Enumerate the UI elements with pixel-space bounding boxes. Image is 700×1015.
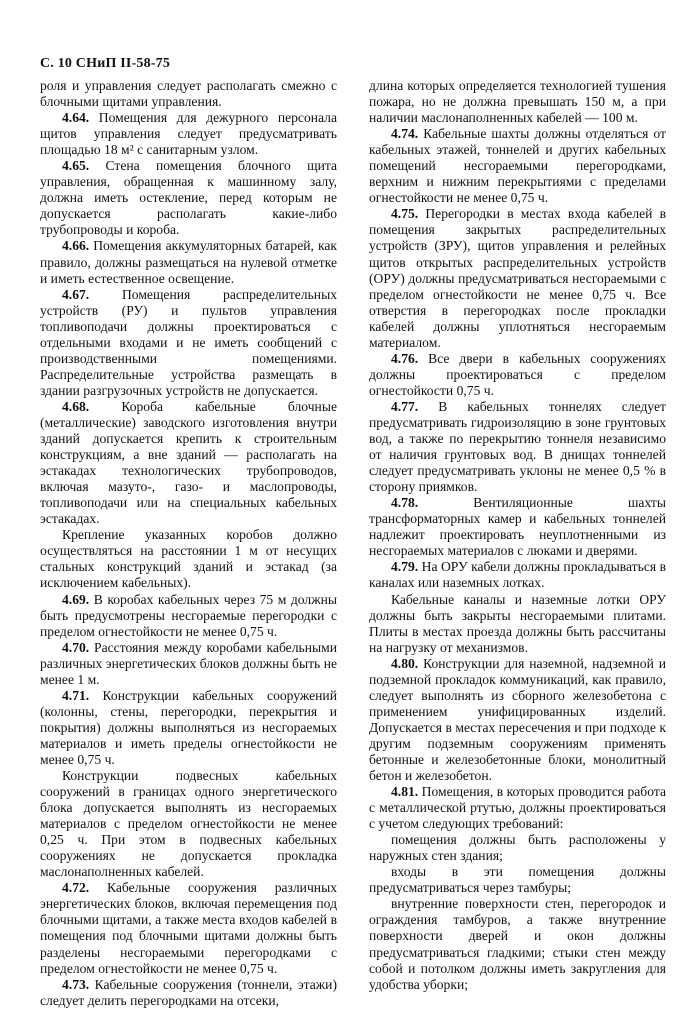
clause-number: 4.77. — [391, 398, 419, 414]
paragraph-text: Помещения распределительных устройств (РУ) и пультов управления топливоподачи должны проектироваться с отдельными входами и не иметь сообщений с производственными помещениями. Распределительные устройства размещать в здании разгрузочных устройств не допускается. — [40, 286, 337, 398]
clause-number: 4.80. — [391, 655, 419, 671]
paragraph-text: Короба кабельные блочные (металлические) заводского изготовления внутри зданий допускается крепить к строительным конструкциям, а вне зданий — располагать на эстакадах технологических трубопроводов, включая мазуто-, газо- и маслопроводы, топливоподачи или на специальных кабельных эстакадах. — [40, 398, 337, 527]
clause-number: 4.67. — [62, 286, 90, 302]
paragraph-text: Кабельные сооружения различных энергетических блоков, включая перемещения под блочными щитами, а также места входов кабелей в помещения под блочными щитами должны быть разделены несгораемыми перегородками с пределом огнестойкости не менее 0,75 ч. — [40, 880, 337, 976]
paragraph-text: Стена помещения блочного щита управления, обращенная к машинному залу, должна иметь остекление, перед которым не допускается располагать какие-либо трубопроводы и короба. — [40, 158, 337, 238]
paragraph-text: В кабельных тоннелях следует предусматривать гидроизоляцию в зоне грунтовых вод, а также по перекрытию тоннеля независимо от наличия грунтовых вод. В днищах тоннелей следует предусматривать уклоны не менее 0,5 % в сторону приямков. — [369, 398, 666, 495]
paragraph — [40, 768, 337, 880]
paragraph-text: Кабельные каналы и наземные лотки ОРУ должны быть закрыты несгораемыми плитами. Плиты в местах проезда должны быть рассчитаны на нагрузку от механизмов. — [369, 591, 666, 655]
paragraph — [40, 688, 337, 768]
clause-number: 4.65. — [62, 158, 90, 174]
paragraph-text: Конструкции кабельных сооружений (колонны, стены, перегородки, перекрытия и покрытия) должны выполняться из несгораемых материалов и иметь пределы огнестойкости не менее 0,75 ч. — [40, 687, 337, 767]
paragraph-text: роля и управления следует располагать смежно с блочными щитами управления. — [40, 78, 337, 110]
paragraph-text: Расстояния между коробами кабельными различных энергетических блоков должны быть не менее 1 м. — [40, 639, 337, 687]
paragraph — [369, 784, 666, 832]
clause-number: 4.66. — [62, 238, 90, 254]
right-column — [369, 78, 666, 993]
paragraph — [40, 158, 337, 238]
paragraph — [40, 287, 337, 399]
paragraph — [40, 527, 337, 591]
clause-number: 4.71. — [62, 687, 90, 703]
clause-number: 4.81. — [391, 784, 419, 800]
paragraph-text: Крепление указанных коробов должно осуществляться на расстоянии 1 м от несущих стальных конструкций зданий и эстакад (за исключением кабельных). — [40, 527, 337, 591]
paragraph-text: помещения должны быть расположены у наружных стен здания; — [369, 832, 666, 864]
paragraph — [369, 351, 666, 399]
clause-number: 4.64. — [62, 110, 90, 126]
paragraph-text: Помещения аккумуляторных батарей, как правило, должны размещаться на нулевой отметке и иметь естественное освещение. — [40, 238, 337, 286]
paragraph — [369, 896, 666, 992]
clause-number: 4.69. — [62, 591, 90, 607]
clause-number: 4.79. — [391, 559, 419, 575]
paragraph-text: В коробах кабельных через 75 м должны быть предусмотрены несгораемые перегородки с пределом огнестойкости не менее 0,75 ч. — [40, 591, 338, 639]
paragraph-text: входы в эти помещения должны предусматриваться через тамбуры; — [369, 864, 666, 896]
paragraph-text: Помещения для дежурного персонала щитов управления следует предусматривать площадью 18 м² с санитарным узлом. — [40, 110, 337, 158]
paragraph — [40, 110, 337, 158]
left-column — [40, 78, 337, 1009]
paragraph — [369, 592, 666, 656]
clause-number: 4.78. — [391, 495, 419, 511]
paragraph-text: Кабельные шахты должны отделяться от кабельных этажей, тоннелей и других кабельных помещений несгораемыми перегородками, верхним и нижним перекрытиями с пределами огнестойкости не менее 0,75 ч. — [369, 126, 666, 206]
paragraph — [40, 977, 337, 1009]
paragraph — [40, 238, 337, 286]
clause-number: 4.75. — [391, 206, 419, 222]
paragraph-text: На ОРУ кабели должны прокладываться в каналах или наземных лотках. — [369, 559, 666, 591]
paragraph-text: Вентиляционные шахты трансформаторных камер и кабельных тоннелей надлежит проектировать неуплотненными из несгораемых материалов с люками и дверями. — [369, 495, 666, 559]
paragraph-text: длина которых определяется технологией тушения пожара, но не должна превышать 150 м, а при наличии маслонаполненных кабелей — 100 м. — [369, 78, 666, 126]
paragraph — [369, 559, 666, 591]
paragraph-text: Конструкции подвесных кабельных сооружений в границах одного энергетического блока допускается выполнять из несгораемых материалов с пределом огнестойкости не менее 0,25 ч. При этом в подвесных кабельных сооружениях не допускается прокладка маслонаполненных кабелей. — [40, 768, 337, 880]
paragraph — [369, 656, 666, 784]
paragraph-text: Кабельные сооружения (тоннели, этажи) следует делить перегородками на отсеки, — [40, 976, 337, 1008]
paragraph — [40, 880, 337, 976]
clause-number: 4.68. — [62, 398, 90, 414]
paragraph — [369, 206, 666, 350]
clause-number: 4.72. — [62, 880, 90, 896]
paragraph — [369, 399, 666, 495]
paragraph — [40, 640, 337, 688]
paragraph — [369, 832, 666, 864]
paragraph — [40, 399, 337, 527]
paragraph-text: внутренние поверхности стен, перегородок и ограждения тамбуров, а также внутренние поверхности дверей и окон должны предусматриваться гладкими; стыки стен между собой и потолком должны иметь закругления для удобства уборки; — [369, 896, 666, 992]
paragraph-text: Все двери в кабельных сооружениях должны проектироваться с пределом огнестойкости 0,75 ч. — [369, 350, 666, 398]
paragraph — [369, 126, 666, 206]
paragraph-text: Помещения, в которых проводится работа с металлической ртутью, должны проектироваться с учетом следующих требований: — [369, 784, 666, 832]
clause-number: 4.74. — [391, 126, 419, 142]
paragraph — [369, 78, 666, 126]
clause-number: 4.73. — [62, 976, 90, 992]
clause-number: 4.70. — [62, 639, 90, 655]
paragraph — [40, 78, 337, 110]
paragraph-text: Перегородки в местах входа кабелей в помещения закрытых распределительных устройств (ЗРУ), щитов управления и релейных щитов открытых распределительных устройств (ОРУ) должны предусматриваться несгораемыми с пределом огнестойкости не менее 0,75 ч. Все отверстия в перегородках после прокладки кабелей должны уплотняться несгораемым материалом. — [369, 206, 666, 350]
paragraph — [369, 864, 666, 896]
paragraph — [40, 592, 337, 640]
page-header: С. 10 СНиП II-58-75 — [40, 56, 171, 71]
clause-number: 4.76. — [391, 350, 419, 366]
paragraph-text: Конструкции для наземной, надземной и подземной прокладок коммуникаций, как правило, следует выполнять из сборного железобетона с применением унифицированных изделий. Допускается в местах пересечения и при подходе к другим подземным сооружениям применять бетонные и железобетонные блоки, монолитный бетон и железобетон. — [369, 655, 666, 784]
paragraph — [369, 495, 666, 559]
